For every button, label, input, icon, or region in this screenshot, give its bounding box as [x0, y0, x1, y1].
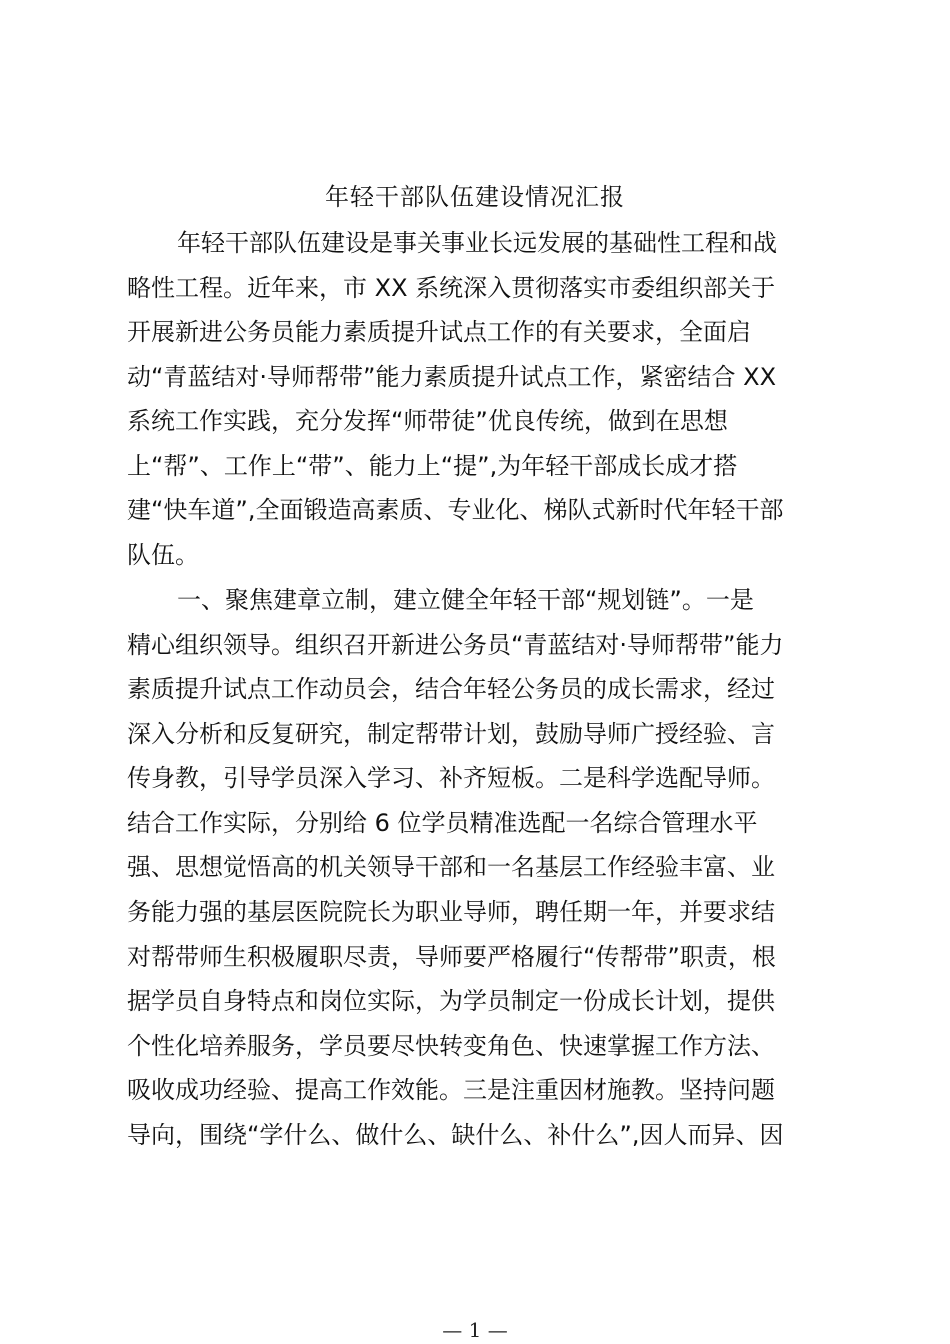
- paragraph-line: 据学员自身特点和岗位实际，为学员制定一份成长计划，提供: [127, 987, 775, 1015]
- page-number: — 1 —: [442, 1318, 508, 1342]
- paragraph-line: 动“青蓝结对·导师帮带”能力素质提升试点工作，紧密结合 XX: [127, 363, 777, 391]
- paragraph-line: 一、聚焦建章立制，建立健全年轻干部“规划链”。一是: [177, 586, 754, 614]
- paragraph-line: 队伍。: [127, 541, 199, 569]
- document-title: 年轻干部队伍建设情况汇报: [325, 183, 625, 211]
- paragraph-line: 务能力强的基层医院院长为职业导师，聘任期一年，并要求结: [127, 898, 775, 926]
- paragraph-line: 素质提升试点工作动员会，结合年轻公务员的成长需求，经过: [127, 675, 775, 703]
- paragraph-line: 开展新进公务员能力素质提升试点工作的有关要求，全面启: [127, 318, 751, 346]
- paragraph-line: 吸收成功经验、提高工作效能。三是注重因材施教。坚持问题: [127, 1076, 775, 1104]
- paragraph-line: 个性化培养服务，学员要尽快转变角色、快速掌握工作方法、: [127, 1032, 775, 1060]
- paragraph-line: 传身教，引导学员深入学习、补齐短板。二是科学选配导师。: [127, 764, 775, 792]
- paragraph-line: 精心组织领导。组织召开新进公务员“青蓝结对·导师帮带”能力: [127, 631, 784, 659]
- paragraph-line: 系统工作实践，充分发挥“师带徒”优良传统，做到在思想: [127, 407, 728, 435]
- paragraph-line: 导向，围绕“学什么、做什么、缺什么、补什么”,因人而异、因: [127, 1121, 784, 1149]
- paragraph-line: 深入分析和反复研究，制定帮带计划，鼓励导师广授经验、言: [127, 720, 775, 748]
- paragraph-line: 年轻干部队伍建设是事关事业长远发展的基础性工程和战: [177, 229, 777, 257]
- paragraph-line: 建“快车道”,全面锻造高素质、专业化、梯队式新时代年轻干部: [127, 496, 784, 524]
- paragraph-line: 强、思想觉悟高的机关领导干部和一名基层工作经验丰富、业: [127, 853, 775, 881]
- paragraph-line: 对帮带师生积极履职尽责，导师要严格履行“传帮带”职责，根: [127, 943, 776, 971]
- paragraph-line: 结合工作实际，分别给 6 位学员精准选配一名综合管理水平: [127, 809, 758, 837]
- paragraph-line: 上“帮”、工作上“带”、能力上“提”,为年轻干部成长成才搭: [127, 452, 738, 480]
- paragraph-line: 略性工程。近年来，市 XX 系统深入贯彻落实市委组织部关于: [127, 274, 776, 302]
